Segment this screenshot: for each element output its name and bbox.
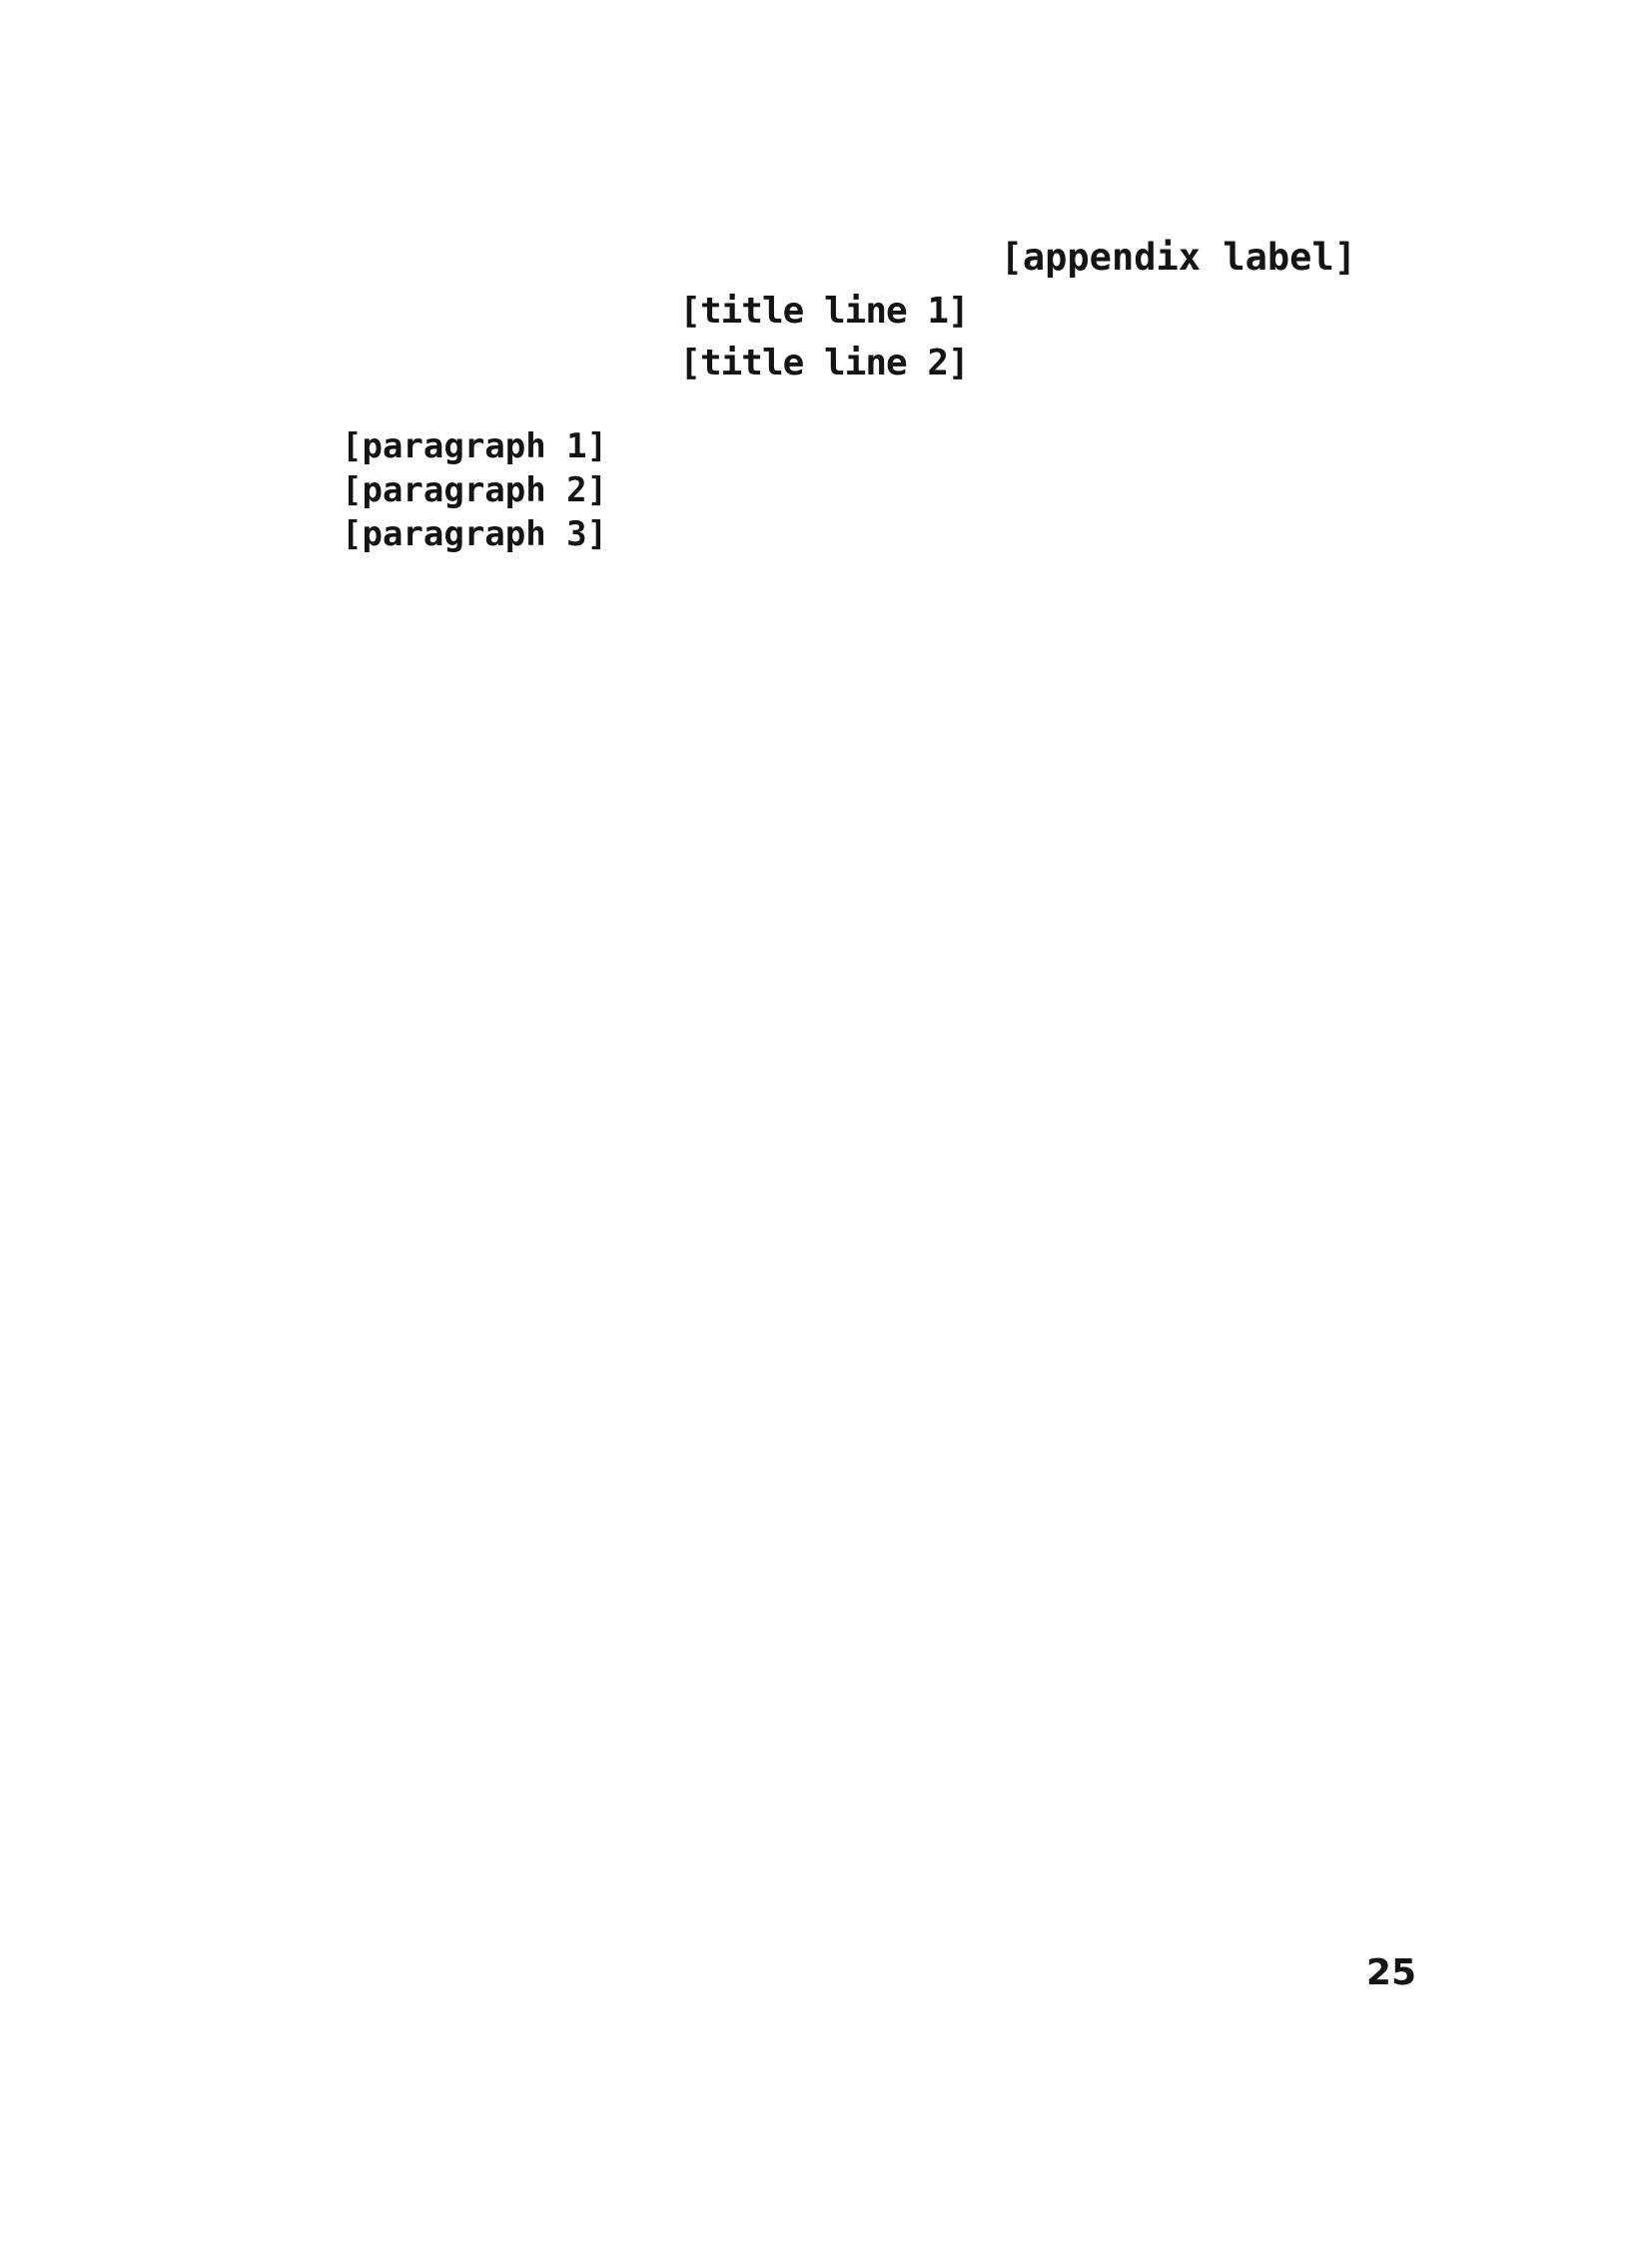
appendix-label: [appendix label]: [1000, 236, 1356, 279]
page-title: [300, 286, 1348, 389]
title-line-1: [title line 1]: [679, 291, 969, 332]
title-line-2: [title line 2]: [679, 343, 969, 383]
paragraph: [paragraph 1]: [342, 426, 608, 466]
body-text: [258, 424, 1424, 556]
paragraph: [paragraph 2]: [342, 470, 608, 510]
paragraph: [paragraph 3]: [342, 514, 608, 554]
page-number: 25: [1365, 1952, 1416, 1993]
